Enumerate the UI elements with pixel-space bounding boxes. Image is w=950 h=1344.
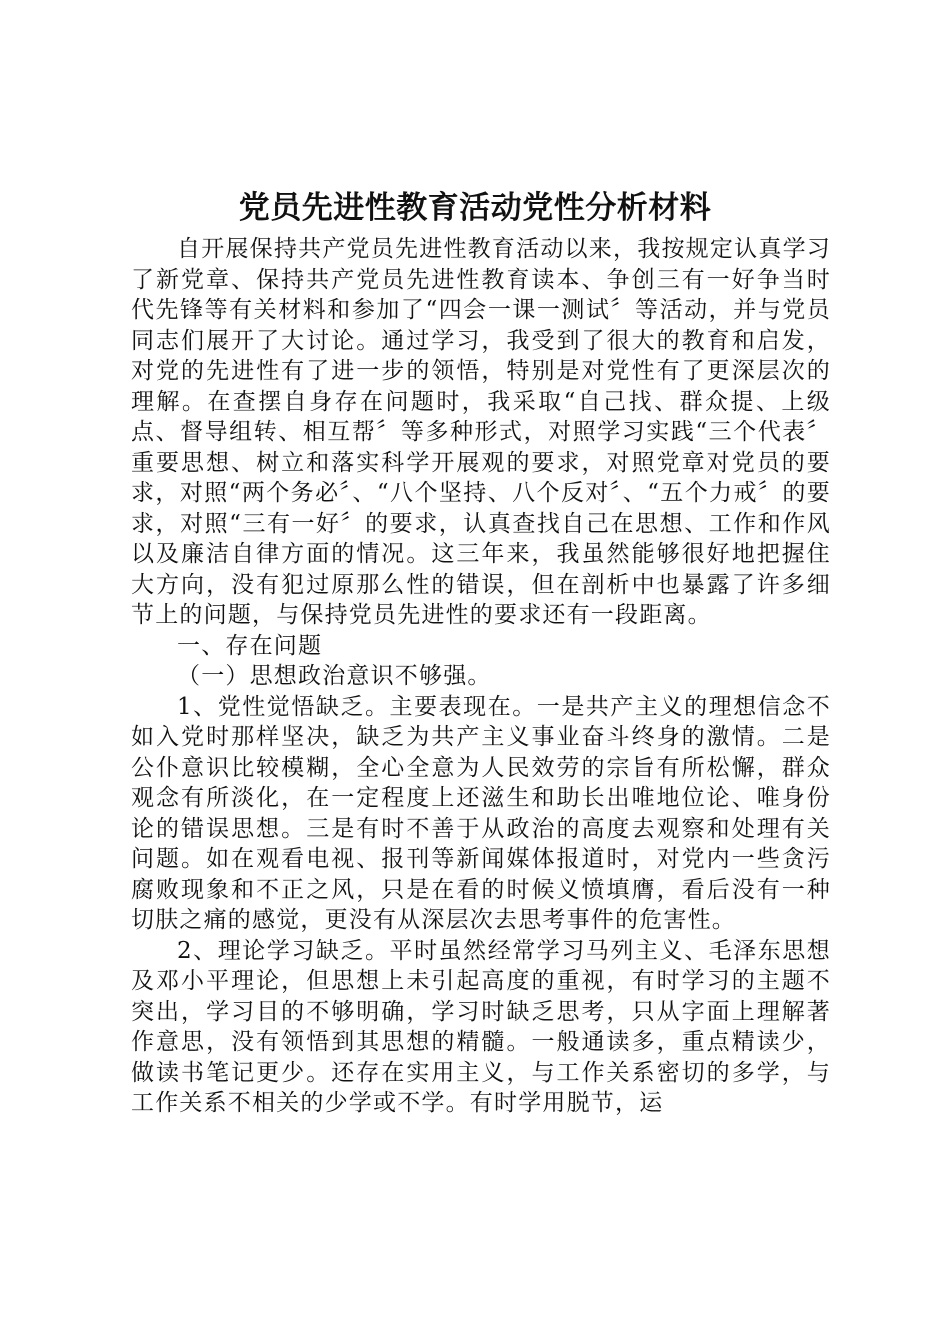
paragraph-party-consciousness: 1、党性觉悟缺乏。主要表现在。一是共产主义的理想信念不如入党时那样坚决，缺乏为共产主义事业奋斗终身的激情。二是公仆意识比较模糊，全心全意为人民效劳的宗旨有所松懈，群众观念有所淡化，在一定程度上还滋生和助长出唯地位论、唯身份论的错误思想。三是有时不善于从政治的高度去观察和处理有关问题。如在观看电视、报刊等新闻媒体报道时，对党内一些贪污腐败现象和不正之风，只是在看的时候义愤填膺，看后没有一种切肤之痛的感觉，更没有从深层次去思考事件的危害性。 (131, 693, 831, 933)
subsection-heading-political-awareness: （一）思想政治意识不够强。 (177, 663, 492, 689)
document-body (131, 234, 831, 1119)
paragraph-theory-study: 2、理论学习缺乏。平时虽然经常学习马列主义、毛泽东思想及邓小平理论，但思想上未引起高度的重视，有时学习的主题不突出，学习目的不够明确，学习时缺乏思考，只从字面上理解著作意思，没有领悟到其思想的精髓。一般通读多，重点精读少，做读书笔记更少。还存在实用主义，与工作关系密切的多学，与工作关系不相关的少学或不学。有时学用脱节，运 (131, 937, 831, 1116)
section-heading-problems: 一、存在问题 (177, 632, 323, 659)
paragraph-intro: 自开展保持共产党员先进性教育活动以来，我按规定认真学习了新党章、保持共产党员先进性教育读本、争创三有一好争当时代先锋等有关材料和参加了“四会一课一测试〞等活动，并与党员同志们展开了大讨论。通过学习，我受到了很大的教育和启发，对党的先进性有了进一步的领悟，特别是对党性有了更深层次的理解。在查摆自身存在问题时，我采取“自己找、群众提、上级点、督导组转、相互帮〞等多种形式，对照学习实践“三个代表〞重要思想、树立和落实科学开展观的要求，对照党章对党员的要求，对照“两个务必〞、“八个坚持、八个反对〞、“五个力戒〞的要求，对照“三有一好〞的要求，认真查找自己在思想、工作和作风以及廉洁自律方面的情况。这三年来，我虽然能够很好地把握住大方向，没有犯过原那么性的错误，但在剖析中也暴露了许多细节上的问题，与保持党员先进性的要求还有一段距离。 (131, 236, 831, 628)
document-title: 党员先进性教育活动党性分析材料 (238, 190, 712, 226)
